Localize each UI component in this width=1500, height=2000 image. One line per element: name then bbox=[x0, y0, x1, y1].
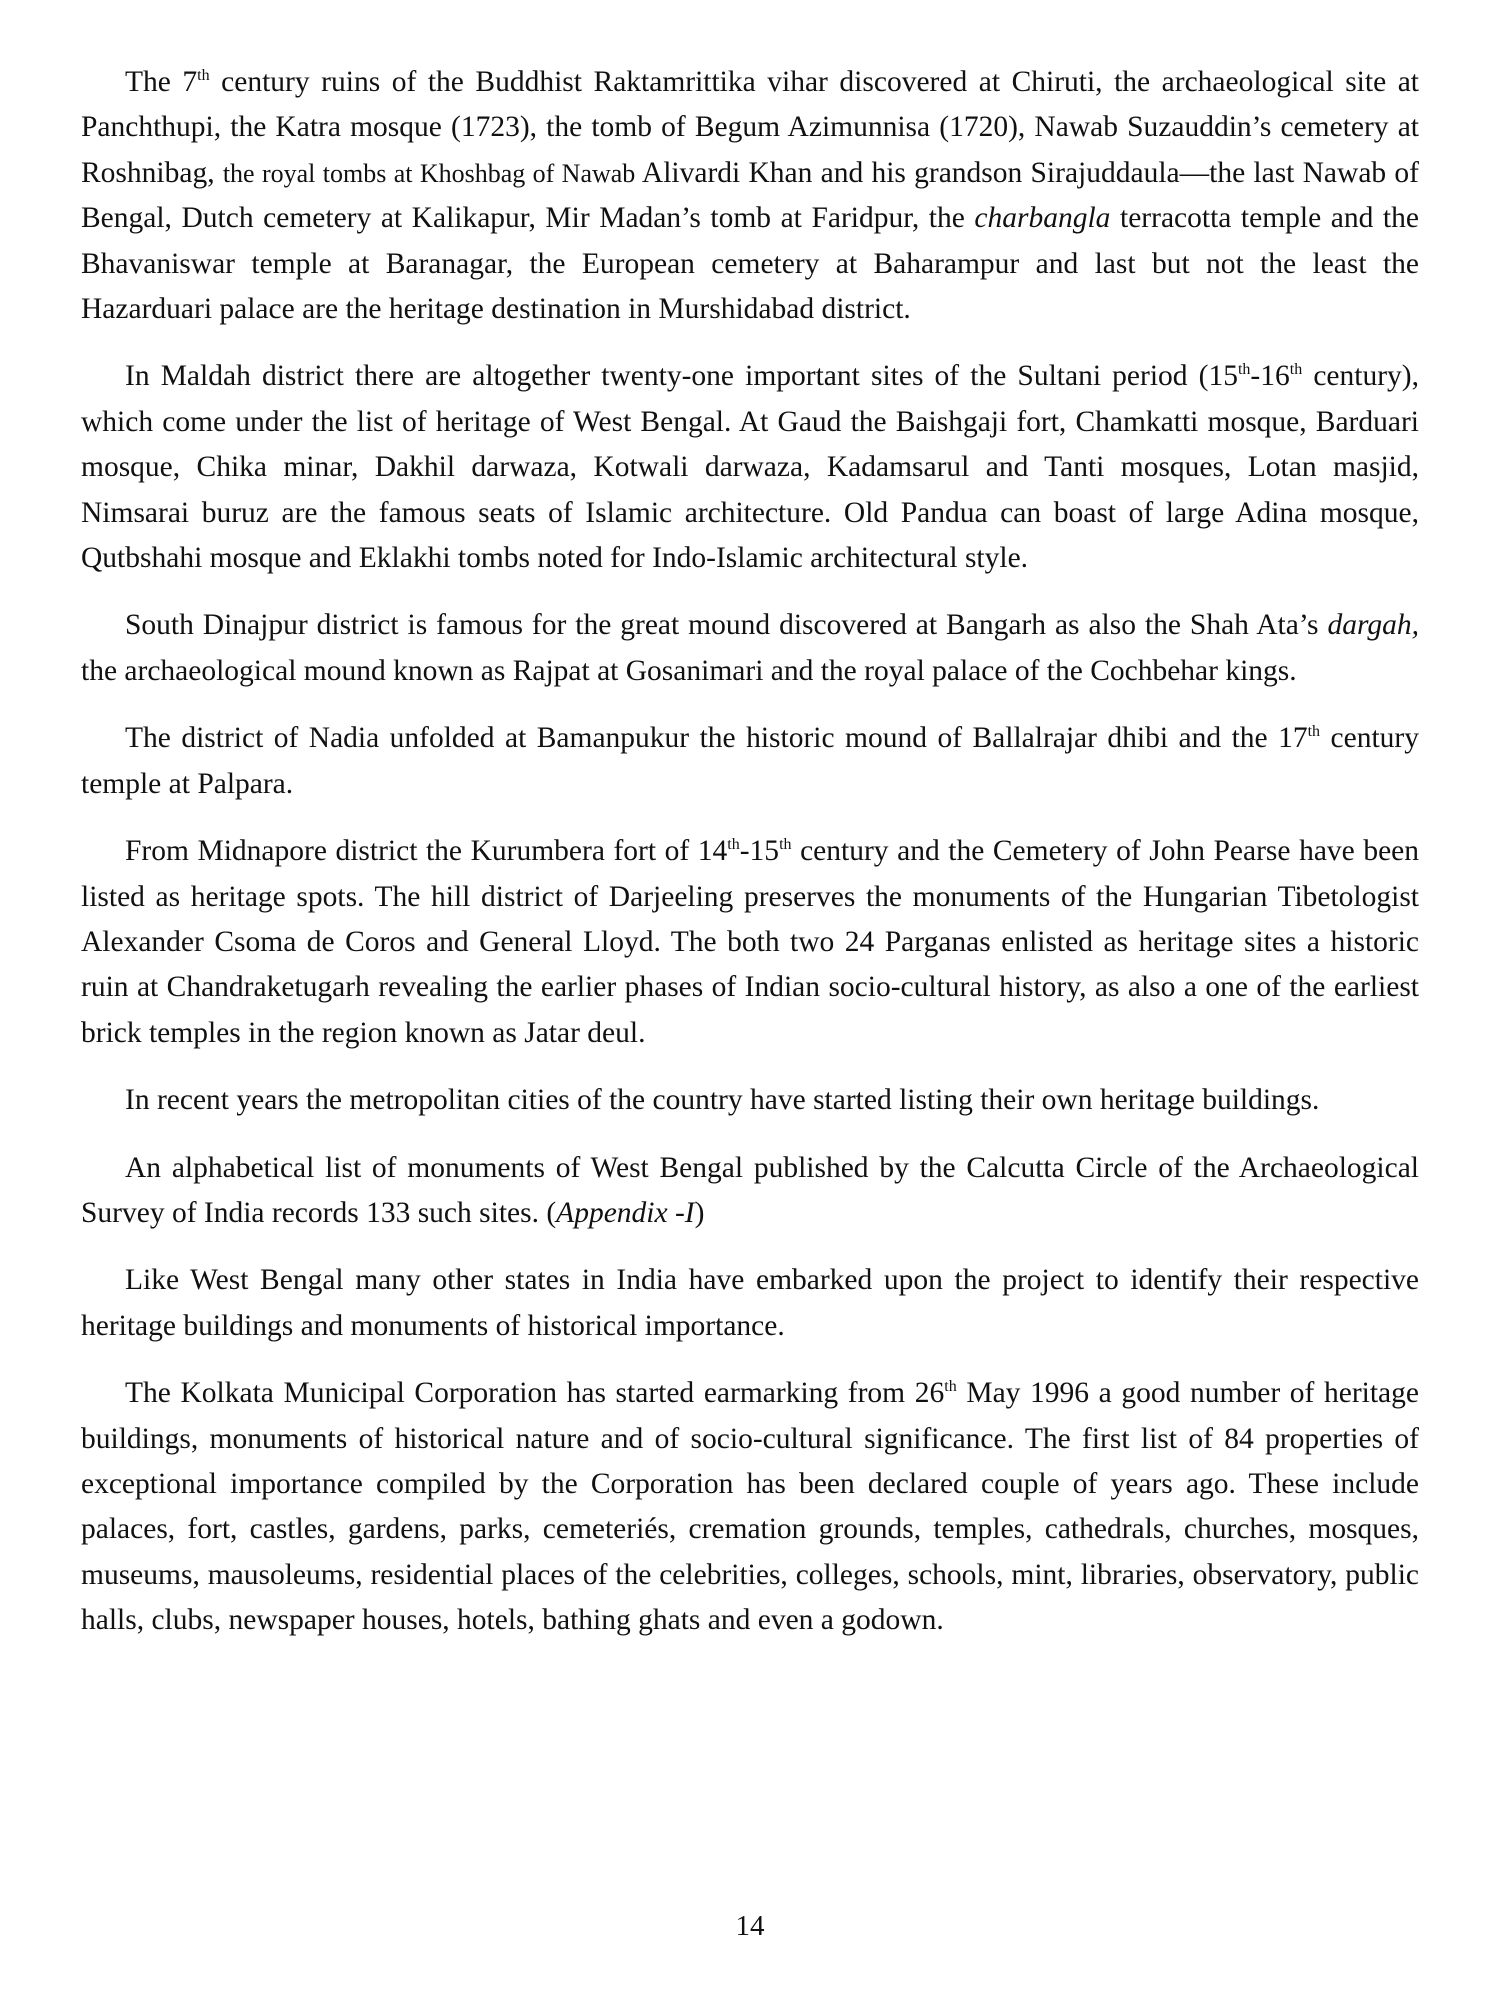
italic-term: dargah, bbox=[1327, 609, 1419, 642]
paragraph-kolkata-corporation bbox=[81, 1371, 1419, 1643]
text-run: Like West Bengal many other states in India have embarked upon the project to identify their respective heritage buildings and monuments of historical importance. bbox=[81, 1264, 1419, 1342]
text-run: The Kolkata Municipal Corporation has started earmarking from 26 bbox=[125, 1377, 945, 1410]
paragraph-metropolitan bbox=[81, 1078, 1419, 1123]
ordinal-suffix: th bbox=[944, 1378, 957, 1396]
text-run: ) bbox=[694, 1196, 705, 1229]
paragraph-maldah bbox=[81, 354, 1419, 581]
text-run: terracotta temple and the Bhavaniswar temple at Baranagar, the European cemetery at Baharampur and last but not the least the Hazarduari palace are the heritage destination in Murshidabad district. bbox=[81, 202, 1419, 326]
text-run: -16 bbox=[1250, 360, 1290, 393]
ordinal-suffix: th bbox=[197, 67, 210, 85]
text-run: century and the Cemetery of John Pearse have been listed as heritage spots. The hill district of Darjeeling preserves the monuments of the Hungarian Tibetologist Alexander Csoma de Coros and General Lloyd. The both two 24 Parganas enlisted as heritage sites a historic ruin at Chandraketugarh revealing the earlier phases of Indian socio-cultural history, as also a one of the earliest brick temples in the region known as Jatar deul. bbox=[81, 835, 1420, 1049]
ordinal-suffix: th bbox=[727, 836, 740, 854]
paragraph-other-states bbox=[81, 1258, 1419, 1349]
ordinal-suffix: th bbox=[779, 836, 792, 854]
ordinal-suffix: th bbox=[1307, 723, 1321, 741]
document-page bbox=[81, 60, 1419, 1666]
italic-appendix-ref: Appendix -I bbox=[556, 1196, 695, 1229]
text-run: In Maldah district there are altogether twenty-one important sites of the Sultani period (15 bbox=[125, 360, 1238, 393]
text-run: South Dinajpur district is famous for the great mound discovered at Bangarh as also the Shah Ata’s bbox=[125, 609, 1328, 642]
page-number: 14 bbox=[735, 1910, 765, 1942]
ordinal-suffix: th bbox=[1289, 361, 1303, 379]
paragraph-midnapore bbox=[81, 829, 1419, 1056]
text-run: century temple at Palpara. bbox=[81, 722, 1419, 800]
paragraph-murshidabad bbox=[81, 60, 1419, 332]
text-run: century), which come under the list of heritage of West Bengal. At Gaud the Baishgaji fort, Chamkatti mosque, Barduari mosque, Chika minar, Dakhil darwaza, Kotwali darwaza, Kadamsarul and Tanti mosques, Lotan masjid, Nimsarai buruz are the famous seats of Islamic architecture. Old Pandua can boast of large Adina mosque, Qutbshahi mosque and Eklakhi tombs noted for Indo-Islamic architectural style. bbox=[81, 360, 1419, 575]
text-run: The 7 bbox=[125, 66, 198, 98]
text-run: From Midnapore district the Kurumbera fort of 14 bbox=[125, 835, 728, 868]
text-run: An alphabetical list of monuments of West Bengal published by the Calcutta Circle of the Archaeological Survey of India records 133 such sites. ( bbox=[81, 1151, 1419, 1229]
text-run: May 1996 a good number of heritage buildings, monuments of historical nature and of socio-cultural significance. The first list of 84 properties of exceptional importance compiled by the Corporation has been declared couple of years ago. These include palaces, fort, castles, gardens, parks, cemeteriés, cremation grounds, temples, cathedrals, churches, mosques, museums, mausoleums, residential places of the celebrities, colleges, schools, mint, libraries, observatory, public halls, clubs, newspaper houses, hotels, bathing ghats and even a godown. bbox=[81, 1377, 1419, 1637]
paragraph-nadia bbox=[81, 716, 1419, 807]
text-run: The district of Nadia unfolded at Bamanpukur the historic mound of Ballalrajar dhibi and the 17 bbox=[125, 722, 1308, 755]
paragraph-alphabetical-list bbox=[81, 1146, 1419, 1237]
text-run: -15 bbox=[739, 835, 780, 868]
text-run: century ruins of the Buddhist Raktamrittika vihar discovered at Chiruti, the archaeological site at Panchthupi, the Katra mosque (1723), the tomb of Begum Azimunnisa (1720), Nawab Suzauddin’s cemetery at Roshnibag, bbox=[81, 66, 1419, 189]
ordinal-suffix: th bbox=[1237, 361, 1251, 379]
text-run: In recent years the metropolitan cities of the country have started listing their own heritage buildings. bbox=[125, 1084, 1320, 1117]
paragraph-south-dinajpur bbox=[81, 603, 1419, 694]
italic-term: charbangla bbox=[974, 202, 1111, 235]
text-run: the archaeological mound known as Rajpat at Gosanimari and the royal palace of the Cochbehar kings. bbox=[81, 654, 1297, 687]
text-run: Alivardi Khan and his grandson Sirajuddaula—the last Nawab of Bengal, Dutch cemetery at Kalikapur, Mir Madan’s tomb at Faridpur, the bbox=[81, 156, 1419, 235]
text-run-small: the royal tombs at Khoshbag of Nawab bbox=[222, 158, 636, 188]
